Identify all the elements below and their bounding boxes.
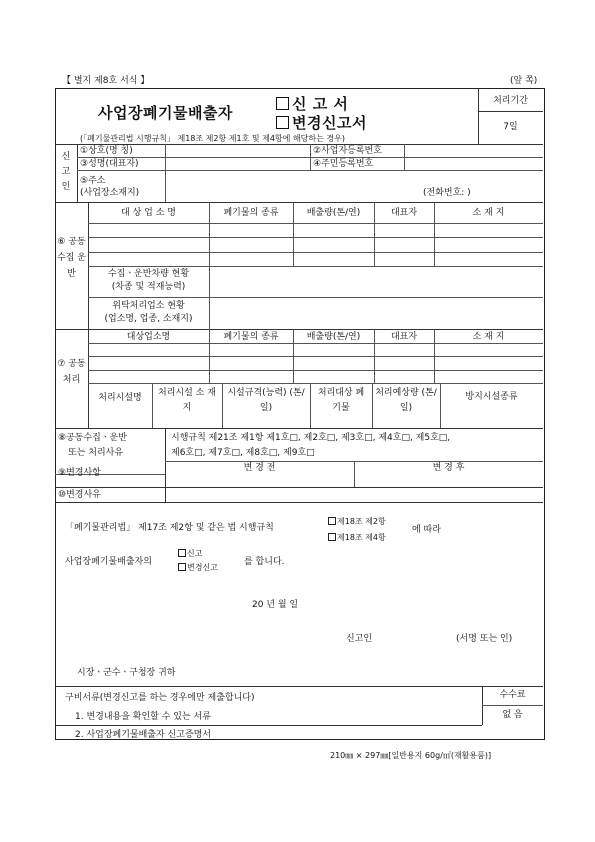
page-side-label: (앞 쪽): [510, 76, 538, 86]
recipient: 시장ㆍ군수ㆍ구청장 귀하: [77, 668, 176, 678]
applicant-section-label: 신고인: [61, 152, 71, 192]
vehicle-status-label: 수집ㆍ운반차량 현황: [107, 269, 190, 279]
rule-options-line2[interactable]: 제6호□, 제7호□, 제8호□, 제9호□: [171, 448, 315, 458]
target-waste-col: 처리대상 폐기물: [317, 388, 365, 413]
joint-treatment-label: ⑦ 공동 처리: [57, 359, 86, 385]
after-change-label: 변 경 후: [432, 463, 465, 473]
vehicle-status-sub: (차종 및 적재능력): [111, 282, 186, 292]
document-item-2: 2. 사업장폐기물배출자 신고증명서: [75, 730, 212, 740]
signer-label: 신고인: [346, 634, 373, 644]
change-reason-label: ⑩변경사유: [58, 490, 101, 500]
form-subtitle: (「폐기물관리법 시행규칙」 제18조 제2항 제1호 및 제4항에 해당하는 경우): [80, 134, 345, 143]
article-4-checkbox[interactable]: [328, 533, 336, 541]
processing-period-value: 7일: [503, 122, 518, 132]
consign-status-label: 위탁처리업소 현황: [112, 301, 185, 311]
change-report-checkbox[interactable]: [276, 116, 289, 129]
option-report-small[interactable]: 신고: [178, 549, 202, 559]
rule-options-line1[interactable]: 시행규칙 제21조 제1항 제1호□, 제2호□, 제3호□, 제4호□, 제5호□,: [171, 433, 451, 443]
accord-text: 에 따라: [412, 525, 441, 535]
date-line: 20 년 월 일: [252, 600, 299, 610]
col-target-business: 대 상 업 소 명: [121, 208, 176, 218]
form-title: 사업장폐기물배출자: [98, 104, 233, 122]
before-change-label: 변 경 전: [243, 463, 276, 473]
option-report[interactable]: 신 고 서: [276, 93, 348, 114]
reason-label-line1: ⑧공동수집ㆍ운반: [58, 433, 127, 443]
col-location-2: 소 재 지: [472, 332, 505, 342]
phone-label: (전화번호: ): [423, 188, 471, 198]
joint-collection-label: ⑥ 공동 수집 운반: [57, 237, 86, 279]
law-reference-text: 「폐기물관리법」 제17조 제2항 및 같은 법 시행규칙: [65, 523, 274, 533]
col-waste-type: 폐기물의 종류: [223, 208, 279, 218]
representative-label: ③성명(대표자): [80, 159, 139, 169]
document-item-1: 1. 변경내용을 확인할 수 있는 서류: [75, 712, 211, 722]
expected-amount-col: 처리예상량 (톤/일): [375, 388, 437, 413]
option-article-4[interactable]: 제18조 제4항: [328, 533, 386, 543]
paper-spec: 210㎜ × 297㎜[일반용지 60g/㎡(재활용품)]: [330, 751, 492, 760]
report-checkbox[interactable]: [276, 97, 289, 110]
address-sublabel: (사업장소재지): [80, 188, 140, 198]
option-change-report[interactable]: 변경신고서: [276, 112, 367, 133]
col-emission-2: 배출량(톤/연): [306, 332, 361, 342]
article-2-checkbox[interactable]: [328, 517, 336, 525]
consign-status-sub: (업소명, 업종, 소재지): [104, 314, 193, 324]
col-waste-type-2: 폐기물의 종류: [223, 332, 279, 342]
form-number: 【 별지 제8호 서식 】: [62, 76, 150, 86]
fee-value: 없 음: [502, 710, 523, 720]
facility-capacity-col: 시설규격(능력) (톤/일): [227, 388, 305, 413]
col-representative-2: 대표자: [390, 332, 418, 342]
company-name-label: ①상호(명 칭): [80, 146, 133, 156]
resident-number-label: ④주민등록번호: [313, 159, 374, 169]
change-small-checkbox[interactable]: [178, 563, 186, 571]
closing-text: 를 합니다.: [244, 557, 285, 567]
facility-name-col: 처리시설명: [98, 393, 142, 403]
reason-label-line2: 또는 처리사유: [68, 448, 124, 458]
prevention-facility-col: 방지시설종류: [465, 392, 518, 402]
business-number-label: ②사업자등록번호: [313, 146, 382, 156]
documents-label: 구비서류(변경신고를 하는 경우에만 제출합니다): [65, 693, 255, 703]
col-emission: 배출량(톤/연): [306, 208, 361, 218]
col-representative: 대표자: [390, 208, 418, 218]
option-change-small[interactable]: 변경신고: [178, 563, 218, 573]
option-article-2[interactable]: 제18조 제2항: [328, 517, 386, 527]
report-small-checkbox[interactable]: [178, 549, 186, 557]
address-label: ⑤주소: [80, 176, 106, 186]
col-location: 소 재 지: [472, 208, 505, 218]
sign-hint: (서명 또는 인): [456, 634, 513, 644]
processing-period-label: 처리기간: [493, 96, 528, 106]
col-target-business-2: 대상업소명: [126, 332, 171, 342]
emitter-text: 사업장폐기물배출자의: [65, 557, 152, 567]
facility-location-col: 처리시설 소 재 지: [158, 388, 216, 413]
fee-label: 수수료: [499, 690, 526, 700]
change-items-label: ⑨변경사항: [58, 468, 101, 478]
